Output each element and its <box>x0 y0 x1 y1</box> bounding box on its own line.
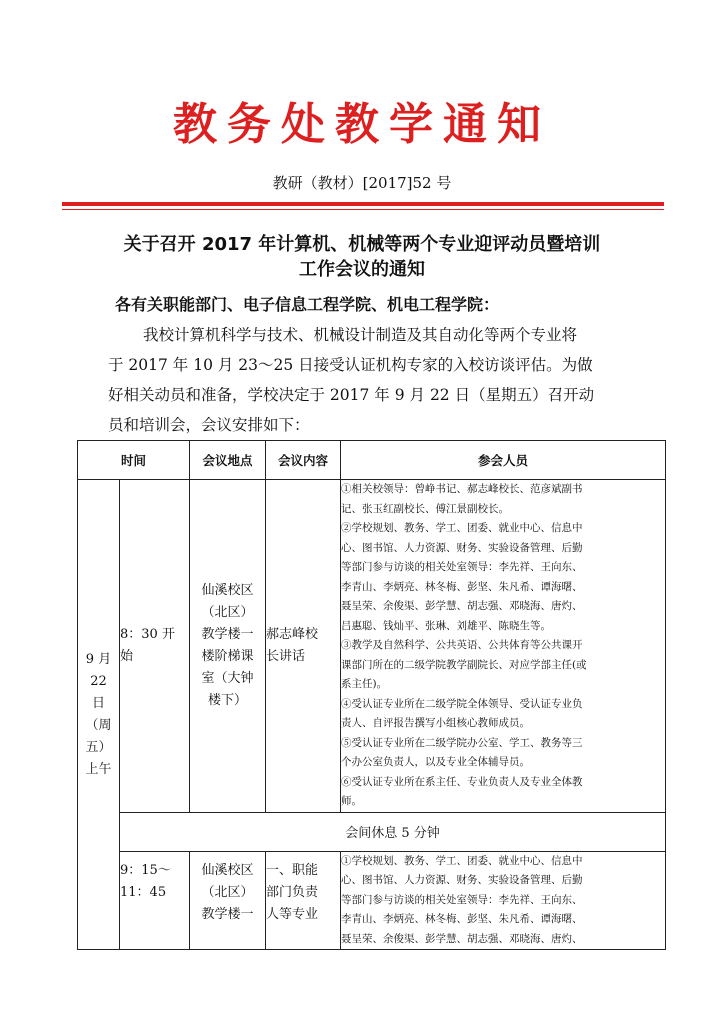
attendee-line: ⑥受认证专业所在系主任、专业负责人及专业全体教 <box>341 775 583 788</box>
attendee-line: 课部门所在的二级学院教学副院长、对应学部主任(或 <box>341 658 587 671</box>
location-cell <box>190 480 266 813</box>
location-line: 室（大钟 <box>201 670 254 686</box>
location-cell <box>190 851 266 950</box>
attendee-line: 吕惠聪、钱灿平、张琳、刘雄平、陈晓生等。 <box>341 619 552 632</box>
location-line: 楼阶梯课 <box>201 648 254 664</box>
date-line: 五） <box>85 739 112 755</box>
attendee-line: 聂呈荣、余俊渠、彭学慧、胡志强、邓晓海、唐灼、 <box>341 932 583 945</box>
attendees-cell <box>341 480 666 813</box>
red-divider-thin <box>62 209 664 210</box>
attendee-line: 聂呈荣、余俊渠、彭学慧、胡志强、邓晓海、唐灼、 <box>341 600 583 612</box>
header-attendees: 参会人员 <box>341 441 666 480</box>
table-row <box>78 480 666 813</box>
time-line: 始 <box>120 648 134 664</box>
content-line: 长讲话 <box>266 648 306 664</box>
location-line: 教学楼一 <box>201 906 254 922</box>
attendee-line: 记、张玉红副校长、傅江景副校长。 <box>341 502 510 515</box>
content-line: 郝志峰校 <box>266 626 319 642</box>
location-line: 楼下） <box>208 692 248 708</box>
date-line: 9 月 <box>85 651 112 667</box>
attendee-line: 心、图书馆、人力资源、财务、实验设备管理、后勤 <box>341 541 583 554</box>
time-line: 11：45 <box>120 884 167 900</box>
time-line: 9：15～ <box>120 862 171 878</box>
break-text: 会间休息 5 分钟 <box>120 812 666 851</box>
notice-title-line-2: 工作会议的通知 <box>299 259 425 280</box>
time-cell <box>120 480 190 813</box>
red-divider-thick <box>62 202 664 206</box>
document-number: 教研（教材）[2017]52 号 <box>272 174 452 192</box>
meeting-schedule-table <box>77 440 666 950</box>
location-line: （北区） <box>201 884 254 900</box>
table-row <box>78 851 666 950</box>
content-line: 人等专业 <box>266 906 319 922</box>
location-line: 教学楼一 <box>201 626 254 642</box>
attendee-line: 责人、自评报告撰写小组核心教师成员。 <box>341 717 531 729</box>
attendee-line: ①学校规划、教务、学工、团委、就业中心、信息中 <box>341 854 583 867</box>
body-paragraph-line: 我校计算机科学与技术、机械设计制造及其自动化等两个专业将 <box>143 326 578 344</box>
break-row <box>78 812 666 851</box>
date-line: 22 <box>90 673 107 689</box>
header-title: 教务处教学通知 <box>173 99 551 150</box>
attendee-line: 心、图书馆、人力资源、财务、实验设备管理、后勤 <box>341 874 583 886</box>
date-line: 上午 <box>85 761 112 777</box>
location-line: 仙溪校区 <box>201 862 254 878</box>
date-line: （周 <box>85 717 112 733</box>
body-paragraph-line: 于 2017 年 10 月 23～25 日接受认证机构专家的入校访谈评估。为做 <box>108 356 593 374</box>
attendee-line: 师。 <box>341 795 363 807</box>
attendee-line: ②学校规划、教务、学工、团委、就业中心、信息中 <box>341 522 583 534</box>
body-paragraph-line: 员和培训会，会议安排如下： <box>108 416 310 434</box>
content-line: 一、职能 <box>266 862 319 878</box>
location-line: （北区） <box>201 604 254 620</box>
attendees-cell <box>341 851 666 950</box>
content-cell <box>266 480 341 813</box>
notice-title-line-1: 关于召开 2017 年计算机、机械等两个专业迎评动员暨培训 <box>123 234 601 255</box>
content-cell <box>266 851 341 950</box>
time-line: 8：30 开 <box>120 626 175 642</box>
time-cell <box>120 851 190 950</box>
attendee-line: ③教学及自然科学、公共英语、公共体育等公共课开 <box>341 639 583 651</box>
attendee-line: 系主任)。 <box>341 678 388 690</box>
attendee-line: ⑤受认证专业所在二级学院办公室、学工、教务等三 <box>341 736 583 749</box>
attendee-line: 个办公室负责人，以及专业全体辅导员。 <box>341 756 531 768</box>
attendee-line: 等部门参与访谈的相关处室领导：李先祥、王向东、 <box>341 561 583 573</box>
attendee-line: ①相关校领导：曾峥书记、郝志峰校长、范彦斌副书 <box>341 483 583 495</box>
attendee-line: 李青山、李炳亮、林冬梅、彭坚、朱凡希、谭海曙、 <box>341 580 583 593</box>
attendee-line: 等部门参与访谈的相关处室领导：李先祥、王向东、 <box>341 893 583 906</box>
header-time: 时间 <box>78 441 190 480</box>
header-location: 会议地点 <box>190 441 266 480</box>
location-line: 仙溪校区 <box>201 582 254 598</box>
table-header-row <box>78 441 666 480</box>
attendee-line: 李青山、李炳亮、林冬梅、彭坚、朱凡希、谭海曙、 <box>341 913 583 925</box>
header-content: 会议内容 <box>266 441 341 480</box>
content-line: 部门负责 <box>266 884 319 900</box>
addressee: 各有关职能部门、电子信息工程学院、机电工程学院： <box>115 295 500 314</box>
body-paragraph-line: 好相关动员和准备，学校决定于 2017 年 9 月 22 日（星期五）召开动 <box>108 386 595 404</box>
date-cell <box>78 480 120 950</box>
attendee-line: ④受认证专业所在二级学院全体领导、受认证专业负 <box>341 697 583 710</box>
date-line: 日 <box>91 695 105 711</box>
